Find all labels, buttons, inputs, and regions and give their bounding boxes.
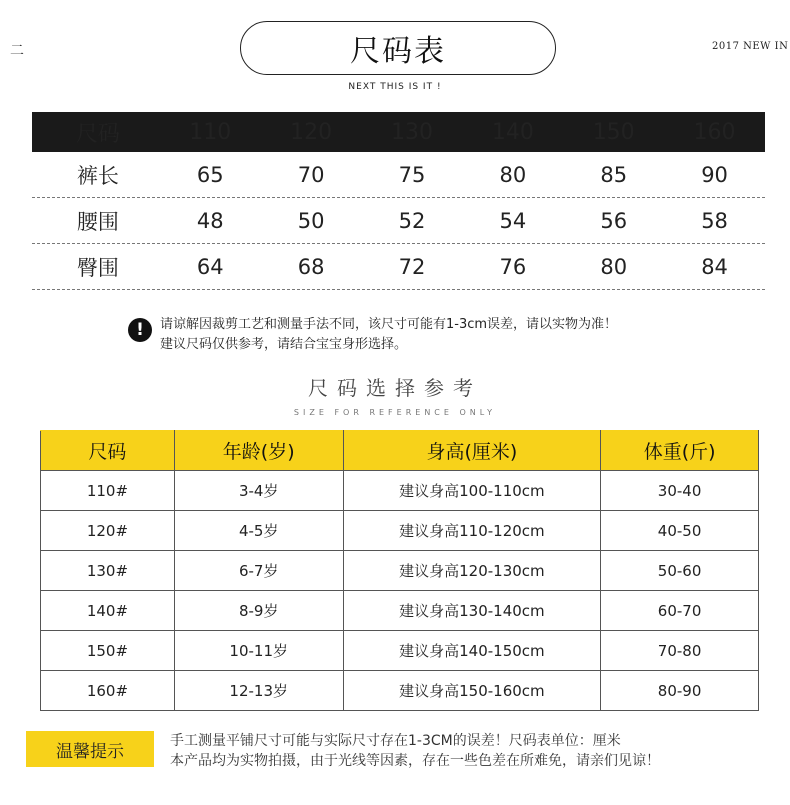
table-row xyxy=(41,511,759,551)
tip-badge: 温馨提示 xyxy=(26,731,154,767)
size-table-row xyxy=(32,198,765,244)
table-cell: 76 xyxy=(499,254,527,279)
size-header-cell: 120 xyxy=(290,119,333,145)
tip-line: 手工测量平铺尺寸可能与实际尺寸存在1-3CM的误差！尺码表单位：厘米 xyxy=(170,733,621,749)
table-cell: 85 xyxy=(600,162,628,187)
column-header: 年龄(岁) xyxy=(174,431,343,471)
size-table-row xyxy=(32,152,765,198)
table-cell: 68 xyxy=(297,254,325,279)
table-cell: 90 xyxy=(701,162,728,187)
table-cell: 110# xyxy=(41,471,175,511)
column-header: 尺码 xyxy=(41,431,175,471)
size-table xyxy=(32,112,765,290)
table-row xyxy=(41,671,759,711)
reference-subtitle: SIZE FOR REFERENCE ONLY xyxy=(293,408,497,417)
row-label: 腰围 xyxy=(76,209,119,234)
table-cell: 70-80 xyxy=(601,631,759,671)
table-cell: 建议身高120-130cm xyxy=(343,551,601,591)
reference-table xyxy=(40,430,759,711)
table-row xyxy=(41,591,759,631)
reference-title: 尺码选择参考 xyxy=(308,376,482,400)
table-cell: 12-13岁 xyxy=(174,671,343,711)
tip-text xyxy=(170,731,660,771)
table-row xyxy=(41,471,759,511)
table-cell: 10-11岁 xyxy=(174,631,343,671)
table-cell: 建议身高150-160cm xyxy=(343,671,601,711)
table-cell: 80 xyxy=(600,254,628,279)
size-header-cell: 130 xyxy=(390,119,433,145)
table-cell: 建议身高140-150cm xyxy=(343,631,601,671)
header-left-mark: 二 xyxy=(10,43,24,59)
table-cell: 56 xyxy=(600,208,628,233)
header-subtitle: NEXT THIS IS IT ! xyxy=(348,82,442,92)
table-cell: 30-40 xyxy=(601,471,759,511)
column-header: 体重(斤) xyxy=(601,431,759,471)
table-cell: 58 xyxy=(701,208,728,233)
table-cell: 84 xyxy=(701,254,728,279)
table-cell: 建议身高130-140cm xyxy=(343,591,601,631)
table-cell: 建议身高110-120cm xyxy=(343,511,601,551)
table-cell: 4-5岁 xyxy=(174,511,343,551)
table-cell: 建议身高100-110cm xyxy=(343,471,601,511)
size-header-cell: 尺码 xyxy=(75,121,120,147)
table-cell: 70 xyxy=(297,162,325,187)
table-cell: 50-60 xyxy=(601,551,759,591)
table-cell: 72 xyxy=(398,254,426,279)
table-cell: 52 xyxy=(398,208,426,233)
note-line: 建议尺码仅供参考，请结合宝宝身形选择。 xyxy=(160,337,408,352)
column-header: 身高(厘米) xyxy=(343,431,601,471)
reference-table-header xyxy=(41,431,759,471)
table-cell: 120# xyxy=(41,511,175,551)
table-cell: 80 xyxy=(499,162,527,187)
table-cell: 80-90 xyxy=(601,671,759,711)
table-row xyxy=(41,631,759,671)
size-table-row xyxy=(32,244,765,290)
header-right-text: 2017 NEW IN xyxy=(712,41,789,52)
table-cell: 160# xyxy=(41,671,175,711)
table-cell: 60-70 xyxy=(601,591,759,631)
size-header-cell: 150 xyxy=(592,119,635,145)
table-cell: 40-50 xyxy=(601,511,759,551)
table-cell: 6-7岁 xyxy=(174,551,343,591)
measurement-note xyxy=(160,315,617,355)
row-label: 裤长 xyxy=(76,163,119,188)
table-cell: 50 xyxy=(297,208,325,233)
size-table-header xyxy=(32,112,765,152)
table-cell: 65 xyxy=(196,162,224,187)
exclamation-icon: ! xyxy=(128,318,152,342)
table-cell: 3-4岁 xyxy=(174,471,343,511)
size-header-cell: 140 xyxy=(491,119,534,145)
table-cell: 54 xyxy=(499,208,527,233)
table-cell: 8-9岁 xyxy=(174,591,343,631)
table-cell: 64 xyxy=(196,254,224,279)
table-cell: 48 xyxy=(196,208,224,233)
table-cell: 140# xyxy=(41,591,175,631)
table-cell: 130# xyxy=(41,551,175,591)
tip-line: 本产品均为实物拍摄，由于光线等因素，存在一些色差在所难免，请亲们见谅！ xyxy=(170,753,660,769)
table-cell: 150# xyxy=(41,631,175,671)
size-header-cell: 160 xyxy=(693,119,736,145)
title-pill xyxy=(240,21,556,75)
page-title: 尺码表 xyxy=(350,34,446,69)
table-cell: 75 xyxy=(398,162,426,187)
note-line: 请谅解因裁剪工艺和测量手法不同，该尺寸可能有1-3cm误差，请以实物为准！ xyxy=(160,317,618,332)
size-header-cell: 110 xyxy=(189,119,232,145)
row-label: 臀围 xyxy=(76,255,119,280)
table-row xyxy=(41,551,759,591)
